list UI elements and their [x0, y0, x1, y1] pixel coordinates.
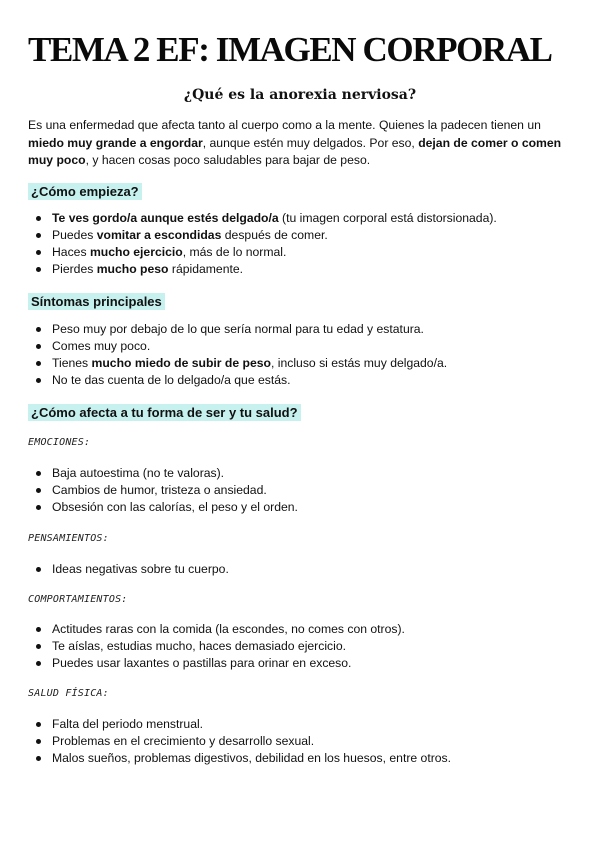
list-item	[30, 482, 298, 499]
text-run: Tienes	[52, 356, 92, 370]
text-run: , aunque estén muy delgados. Por eso,	[202, 135, 419, 150]
list-item	[30, 210, 497, 227]
list-como-empieza	[30, 210, 497, 278]
bold-text: mucho miedo de subir de peso	[91, 356, 271, 370]
list-item	[30, 372, 447, 389]
label-comportamientos: COMPORTAMIENTOS:	[28, 594, 128, 605]
bold-text: mucho ejercicio	[89, 245, 183, 259]
list-item	[30, 355, 447, 372]
list-item	[30, 227, 497, 244]
text-run: Haces	[52, 245, 90, 259]
text-run: Ideas negativas sobre tu cuerpo.	[52, 562, 229, 576]
list-item	[30, 261, 497, 278]
label-emociones: EMOCIONES:	[28, 437, 91, 448]
text-run: Puedes	[52, 228, 97, 242]
list-emociones	[30, 465, 298, 516]
list-item	[30, 321, 447, 338]
text-run: (tu imagen corporal está distorsionada).	[278, 211, 497, 225]
list-item	[30, 338, 447, 355]
list-item	[30, 655, 405, 672]
bold-text: mucho peso	[96, 262, 169, 276]
text-run: Obsesión con las calorías, el peso y el orden.	[52, 500, 298, 514]
text-run: Malos sueños, problemas digestivos, debilidad en los huesos, entre otros.	[52, 751, 452, 765]
text-run: Puedes usar laxantes o pastillas para orinar en exceso.	[52, 656, 352, 670]
bold-text: miedo muy grande a engordar	[28, 135, 203, 150]
list-salud-fisica	[30, 716, 451, 767]
text-run: Comes muy poco.	[52, 339, 151, 353]
list-sintomas	[30, 321, 447, 389]
heading-sintomas: Síntomas principales	[28, 293, 165, 310]
bold-text: vomitar a escondidas	[96, 228, 222, 242]
text-run: , incluso si estás muy delgado/a.	[270, 356, 448, 370]
text-run: No te das cuenta de lo delgado/a que estás.	[52, 373, 291, 387]
list-item	[30, 716, 451, 733]
text-run: Cambios de humor, tristeza o ansiedad.	[52, 483, 267, 497]
text-run: Te aíslas, estudias mucho, haces demasiado ejercicio.	[52, 639, 347, 653]
list-item	[30, 244, 497, 261]
heading-como-empieza: ¿Cómo empieza?	[28, 183, 142, 200]
page-title: TEMA 2 EF: IMAGEN CORPORAL	[28, 30, 552, 69]
text-run: Actitudes raras con la comida (la escondes, no comes con otros).	[52, 622, 405, 636]
list-item	[30, 465, 298, 482]
list-comportamientos	[30, 621, 405, 672]
text-run: Es una enfermedad que afecta tanto al cuerpo como a la mente. Quienes la padecen tienen un	[28, 118, 541, 132]
text-run: , y hacen cosas poco saludables para bajar de peso.	[85, 153, 371, 167]
bold-text: Te ves gordo/a aunque estés delgado/a	[52, 211, 279, 225]
page-subtitle: ¿Qué es la anorexia nerviosa?	[183, 87, 417, 103]
list-item	[30, 638, 405, 655]
list-pensamientos	[30, 561, 229, 578]
text-run: Problemas en el crecimiento y desarrollo sexual.	[52, 734, 315, 748]
text-run: Baja autoestima (no te valoras).	[52, 466, 225, 480]
label-salud-fisica: SALUD FÍSICA:	[28, 688, 109, 699]
text-run: Falta del periodo menstrual.	[52, 717, 204, 731]
text-run: después de comer.	[221, 228, 328, 242]
bold-text: dejan de comer o comen muy poco	[28, 135, 562, 167]
intro-paragraph	[28, 117, 576, 170]
list-item	[30, 750, 451, 767]
list-item	[30, 733, 451, 750]
list-item	[30, 499, 298, 516]
label-pensamientos: PENSAMIENTOS:	[28, 533, 109, 544]
text-run: Pierdes	[52, 262, 97, 276]
text-run: Peso muy por debajo de lo que sería normal para tu edad y estatura.	[52, 322, 424, 336]
heading-como-afecta: ¿Cómo afecta a tu forma de ser y tu salud?	[28, 404, 301, 421]
list-item	[30, 561, 229, 578]
list-item	[30, 621, 405, 638]
text-run: , más de lo normal.	[182, 245, 287, 259]
text-run: rápidamente.	[168, 262, 244, 276]
